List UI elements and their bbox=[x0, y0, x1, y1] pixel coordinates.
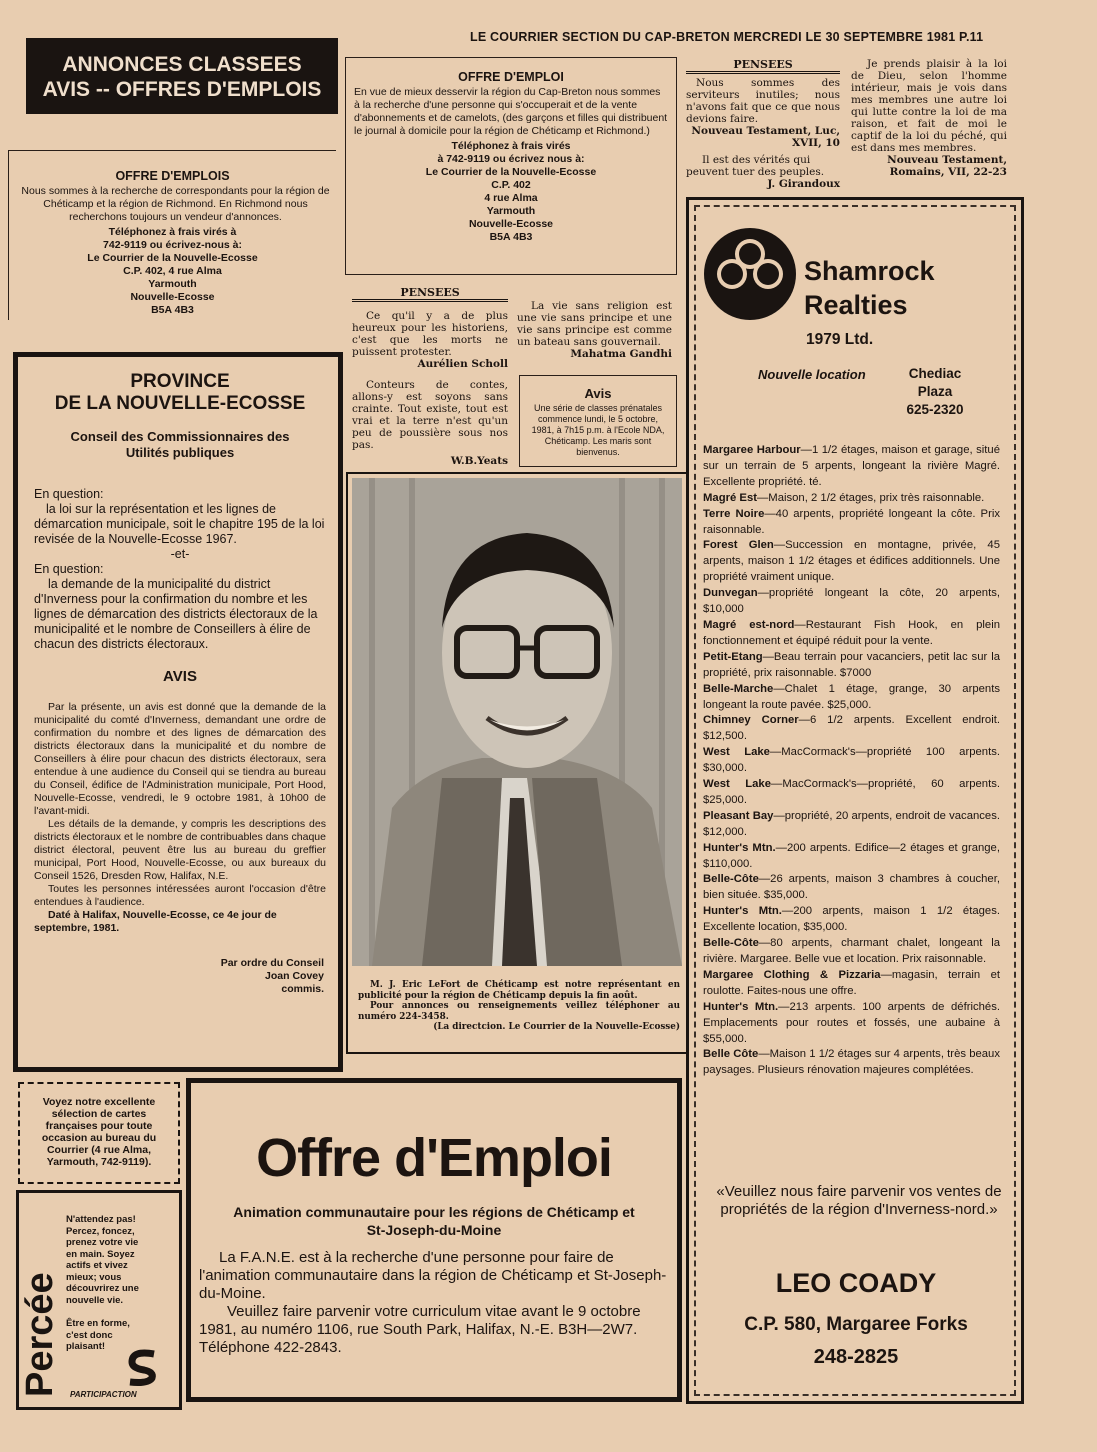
listing-item bbox=[703, 904, 1000, 936]
listing-item bbox=[703, 1047, 1000, 1079]
pensees-top-col2 bbox=[851, 58, 1007, 178]
participaction-s-logo-icon bbox=[124, 1348, 160, 1388]
shamrock-location-label: Nouvelle location bbox=[758, 367, 866, 382]
pensees-mid-title: PENSEES bbox=[352, 286, 508, 302]
shamrock-phone: 248-2825 bbox=[813, 1346, 899, 1368]
pensees-mid-quote-2: Conteurs de contes, allons-y est soyons sans crainte. Tout existe, tout est vrai et la terre n'est qu'un peu de poussière sous nos pas. bbox=[352, 379, 508, 451]
pensees-top-quote-1: Nous sommes des serviteurs inutiles; nous n'avons fait que ce que nous devions faire. bbox=[686, 77, 840, 125]
listing-item bbox=[703, 745, 1000, 777]
province-signature: Par ordre du Conseil Joan Covey commis. bbox=[220, 957, 324, 995]
province-avis-title: AVIS bbox=[163, 668, 197, 685]
listing-place: West Lake bbox=[703, 746, 770, 759]
listing-description: —Restaurant Fish Hook, en plein fonctionnement et équipé réduit pour la vente. bbox=[703, 618, 1000, 647]
pensees-mid-author-2: W.B.Yeats bbox=[450, 455, 508, 467]
job-ad-left bbox=[8, 150, 336, 320]
listing-place: Chimney Corner bbox=[703, 714, 799, 727]
listing-place: Pleasant Bay bbox=[703, 809, 774, 822]
photo-caption-line-2: Pour annonces ou renseignements veillez téléphoner au numéro 224-3458. bbox=[358, 1001, 680, 1022]
banner-line-1: ANNONCES CLASSEES bbox=[62, 53, 302, 76]
listing-place: Forest Glen bbox=[703, 539, 774, 552]
listing-description: —80 arpents, charmant chalet, longeant la rivière. Margaree. Belle vue et location. Prix raisonnable. bbox=[703, 937, 1000, 965]
province-et: -et- bbox=[170, 547, 190, 561]
classified-banner bbox=[26, 38, 338, 114]
listing-place: Margaree Harbour bbox=[703, 444, 801, 456]
listing-item bbox=[703, 1000, 1000, 1048]
shamrock-agent: LEO COADY bbox=[775, 1268, 937, 1298]
pensees-top-author-2: J. Girandoux bbox=[767, 178, 840, 190]
pensees-mid-quote-1: Ce qu'il y a de plus heureux pour les historiens, c'est que les morts ne puissent protester. bbox=[352, 310, 508, 358]
page-header: LE COURRIER SECTION DU CAP-BRETON MERCREDI LE 30 SEPTEMBRE 1981 P.11 bbox=[470, 30, 984, 44]
listing-description: —Chalet 1 étage, grange, 30 arpents longeant la route pavée. $25,000. bbox=[703, 682, 1000, 711]
photo-caption-line-1: M. J. Eric LeFort de Chéticamp est notre représentant en publicité pour la région de Chéticamp depuis la fin août. bbox=[358, 980, 680, 1001]
province-para-3: Toutes les personnes intéressées auront l'occasion d'être entendues à l'audience. bbox=[34, 883, 326, 908]
listing-item bbox=[703, 968, 1000, 1000]
listing-description: —Maison 1 1/2 étages sur 4 arpents, très beaux paysages. Plusieurs rénovation majeures complétées. bbox=[703, 1048, 1000, 1077]
listing-item bbox=[703, 507, 1000, 539]
photo-caption bbox=[358, 980, 680, 1033]
listing-item bbox=[703, 682, 1000, 714]
province-subtitle: Conseil des Commissionnaires des Utilités publiques bbox=[70, 429, 290, 460]
offre-emploi-ad bbox=[186, 1078, 682, 1402]
perce-word-text: Percée bbox=[19, 1272, 61, 1397]
offre-emploi-para-1: La F.A.N.E. est à la recherche d'une personne pour faire de l'animation communautaire dans la région de Chéticamp et St-Joseph-du-Moine. bbox=[199, 1249, 667, 1302]
listing-description: —40 arpents, propriété longeant la côte. Prix raisonnable. bbox=[703, 507, 1001, 536]
job-ad-left-body: Nous sommes à la recherche de correspondants pour la région de Chéticamp et la région de Richmond. En Richmond nous recherchons toujours un vendeur d'annonces. bbox=[21, 185, 330, 223]
province-q2-head: En question: bbox=[34, 562, 104, 576]
listing-item bbox=[703, 491, 1000, 507]
pensees-top-title: PENSEES bbox=[686, 58, 840, 74]
perce-logo bbox=[10, 1205, 70, 1405]
listing-place: Magré est-nord bbox=[703, 618, 795, 631]
listing-description: —Beau terrain pour vacanciers, petit lac sur la propriété, prix raisonnable. $7000 bbox=[703, 650, 1000, 679]
listing-description: —213 arpents. 100 arpents de défrichés. Emplacements pour routes et fossés, une aubaine à $55,000. bbox=[703, 1000, 1000, 1045]
listing-description: —26 arpents, maison 3 chambres à coucher, bien située. $35,000. bbox=[703, 873, 1000, 902]
listing-description: —1 1/2 étages, maison et garage, situé sur un terrain de 5 arpents, longeant la rivière Magré. Excellente propriété. té. bbox=[703, 444, 1000, 488]
job-ad-left-contact: Téléphonez à frais virés à 742-9119 ou écrivez-nous à: Le Courrier de la Nouvelle-Ecosse C.P. 402, 4 rue Alma Yarmouth Nouvelle-Ecosse B5A 4B3 bbox=[87, 226, 258, 316]
pensees-mid-author-1: Aurélien Scholl bbox=[417, 358, 508, 370]
avis-small bbox=[519, 375, 677, 467]
pensees-top-author-3: Nouveau Testament, Romains, VII, 22-23 bbox=[887, 154, 1007, 178]
listing-description: —propriété, 20 arpents, endroit de vacances. $12,000. bbox=[703, 809, 1000, 838]
listing-place: Belle-Côte bbox=[703, 937, 759, 950]
pensees-mid bbox=[352, 286, 508, 467]
listing-description: —Maison, 2 1/2 étages, prix très raisonnable. bbox=[757, 491, 985, 504]
job-ad-center-contact: Téléphonez à frais virés à 742-9119 ou écrivez nous à: Le Courrier de la Nouvelle-Ecosse C.P. 402 4 rue Alma Yarmouth Nouvelle-Ecosse B5A 4B3 bbox=[425, 140, 597, 243]
province-q2: la demande de la municipalité du district d'Inverness pour la confirmation du nombre et les lignes de démarcation des districts électoraux de la municipalité et le nombre de Conseillers à élire de chacun des districts électoraux. bbox=[34, 577, 318, 651]
pensees-top bbox=[686, 58, 840, 190]
listing-place: Magré Est bbox=[703, 491, 757, 504]
listing-place: Margaree Clothing & Pizzaria bbox=[703, 968, 881, 981]
listing-place: Belle-Côte bbox=[703, 873, 759, 886]
listing-description: —MacCormack's—propriété 100 arpents. $30,000. bbox=[703, 746, 1000, 775]
listing-place: Belle-Marche bbox=[703, 682, 774, 695]
shamrock-plaza: Chediac Plaza 625-2320 bbox=[906, 366, 964, 417]
pensees-mid-quote-3: La vie sans religion est une vie sans principe et une vie sans principe est comme un bateau sans gouvernail. bbox=[517, 300, 672, 348]
portrait-photo bbox=[352, 478, 682, 966]
shamrock-logo-icon bbox=[702, 226, 798, 322]
listing-item bbox=[703, 618, 1000, 650]
province-para-1: Par la présente, un avis est donné que la demande de la municipalité du comté d'Inverness, demandant une ordre de confirmation du nombre et des lignes de démarcation des districts électoraux dans la municipalité et du nombre de Conseillers à élire pour chacun des districts électoraux, sera entendue à une audience du Conseil qui se tiendra au bureau du Conseil, édifice de l'Administration municipale, Port Hood, Nouvelle-Ecosse, vendredi, le 9 octobre 1981, à 10h00 de l'avant-midi. bbox=[34, 701, 326, 817]
listing-item bbox=[703, 538, 1000, 586]
listing-place: Hunter's Mtn. bbox=[703, 841, 776, 854]
listing-description: —200 arpents. Edifice—2 étages et grange, $110,000. bbox=[703, 841, 1000, 870]
listing-place: Belle Côte bbox=[703, 1048, 759, 1061]
province-para-2: Les détails de la demande, y compris les descriptions des districts électoraux et le nombre de contribuables dans chaque district électoral, peuvent être lus au bureau du greffier municipal, Port Hood, Nouvelle-Ecosse, ou aux bureaux du Conseil 1526, Dresden Row, Halifax, N.E. bbox=[34, 818, 326, 882]
job-ad-center-title: OFFRE D'EMPLOI bbox=[458, 70, 564, 84]
offre-emploi-para-2: Veuillez faire parvenir votre curriculum vitae avant le 9 octobre 1981, au numéro 1106, rue South Park, Halifax, N.-E. B3H—2W7. Téléphone 422-2843. bbox=[199, 1303, 641, 1356]
province-para-4: Daté à Halifax, Nouvelle-Ecosse, ce 4e jour de septembre, 1981. bbox=[34, 909, 277, 934]
listing-item bbox=[703, 586, 1000, 618]
offre-emploi-subtitle: Animation communautaire pour les régions de Chéticamp et St-Joseph-du-Moine bbox=[233, 1204, 635, 1238]
shamrock-address: C.P. 580, Margaree Forks bbox=[744, 1314, 968, 1335]
pensees-top-quote-3: Je prends plaisir à la loi de Dieu, selon l'homme intérieur, mais je vois dans mes membres une autre loi qui lutte contre la loi de ma raison, et fait de moi le captif de la loi du péché, qui est dans mes membres. bbox=[851, 58, 1007, 154]
shamrock-ltd: 1979 Ltd. bbox=[806, 331, 874, 348]
listing-description: —Succession en montagne, privée, 45 arpents, maison 1 1/2 étages et édifices additionnels. Une propriété vraiment unique. bbox=[703, 539, 1000, 584]
province-q1-head: En question: bbox=[34, 487, 104, 501]
listing-place: Terre Noire bbox=[703, 507, 765, 520]
avis-small-title: Avis bbox=[584, 386, 612, 401]
banner-line-2: AVIS -- OFFRES D'EMPLOIS bbox=[42, 78, 322, 101]
listing-place: Hunter's Mtn. bbox=[703, 905, 782, 918]
listing-description: —propriété longeant la côte, 20 arpents, $10,000 bbox=[703, 587, 1000, 616]
cards-ad bbox=[18, 1082, 180, 1184]
province-q1: la loi sur la représentation et les lignes de démarcation municipale, soit le chapitre 195 de la loi revisée de la Nouvelle-Ecosse 1967. bbox=[34, 502, 325, 546]
offre-emploi-title: Offre d'Emploi bbox=[256, 1128, 612, 1188]
shamrock-name: Shamrock Realties bbox=[804, 256, 935, 320]
listing-place: Dunvegan bbox=[703, 587, 758, 600]
perce-text: N'attendez pas! Percez, foncez, prenez votre vie en main. Soyez actifs et vivez mieux; vous découvrirez une nouvelle vie. Être en forme, c'est donc plaisant! bbox=[66, 1214, 139, 1352]
listing-item bbox=[703, 872, 1000, 904]
shamrock-quote: «Veuillez nous faire parvenir vos ventes de propriétés de la région d'Inverness-nord.» bbox=[716, 1183, 1002, 1218]
photo-caption-credit: (La directcion. Le Courrier de la Nouvelle-Ecosse) bbox=[433, 1022, 680, 1032]
job-ad-left-title: OFFRE D'EMPLOIS bbox=[115, 169, 230, 183]
province-title: PROVINCE DE LA NOUVELLE-ECOSSE bbox=[54, 371, 306, 414]
man-portrait-image bbox=[352, 478, 682, 966]
pensees-top-author-1: Nouveau Testament, Luc, XVII, 10 bbox=[691, 125, 840, 149]
listing-item bbox=[703, 841, 1000, 873]
listing-item bbox=[703, 936, 1000, 968]
listing-item bbox=[703, 809, 1000, 841]
listing-place: Petit-Etang bbox=[703, 650, 763, 663]
participaction-brand: PARTICIPACTION bbox=[70, 1390, 137, 1399]
shamrock-listings bbox=[703, 443, 1000, 1079]
listing-place: Hunter's Mtn. bbox=[703, 1000, 779, 1013]
pensees-mid-author-3: Mahatma Gandhi bbox=[570, 348, 672, 360]
pensees-mid-col2 bbox=[517, 300, 672, 360]
listing-item bbox=[703, 713, 1000, 745]
job-ad-center-body: En vue de mieux desservir la région du Cap-Breton nous sommes à la recherche d'une personne qui s'occuperait et de la vente d'abonnements et de camelots, (des garçons et filles qui distribuent le journal à domicile pour la région de Chéticamp et Richmond.) bbox=[354, 86, 668, 137]
listing-item bbox=[703, 443, 1000, 491]
cards-ad-text: Voyez notre excellente sélection de cartes françaises pour toute occasion au bureau du Courrier (4 rue Alma, Yarmouth, 742-9119). bbox=[41, 1096, 157, 1168]
listing-description: —200 arpents, maison 1 1/2 étages. Excellente location, $35,000. bbox=[703, 905, 1000, 934]
listing-description: —6 1/2 arpents. Excellent endroit. $12,500. bbox=[703, 714, 1000, 743]
listing-description: —magasin, terrain et roulotte. Faites-nous une offre. bbox=[703, 968, 1000, 997]
listing-description: —MacCormack's—propriété, 60 arpents. $25,000. bbox=[703, 778, 1000, 806]
pensees-top-quote-2: Il est des vérités qui peuvent tuer des peuples. bbox=[686, 154, 825, 178]
province-notice bbox=[13, 352, 343, 1072]
avis-small-body: Une série de classes prénatales commence lundi, le 5 octobre, 1981, à 7h15 p.m. à l'Ecole NDA, Chéticamp. Les maris sont bienvenus. bbox=[531, 403, 665, 457]
listing-item bbox=[703, 777, 1000, 809]
job-ad-center bbox=[345, 57, 677, 275]
listing-place: West Lake bbox=[703, 778, 772, 791]
listing-item bbox=[703, 650, 1000, 682]
